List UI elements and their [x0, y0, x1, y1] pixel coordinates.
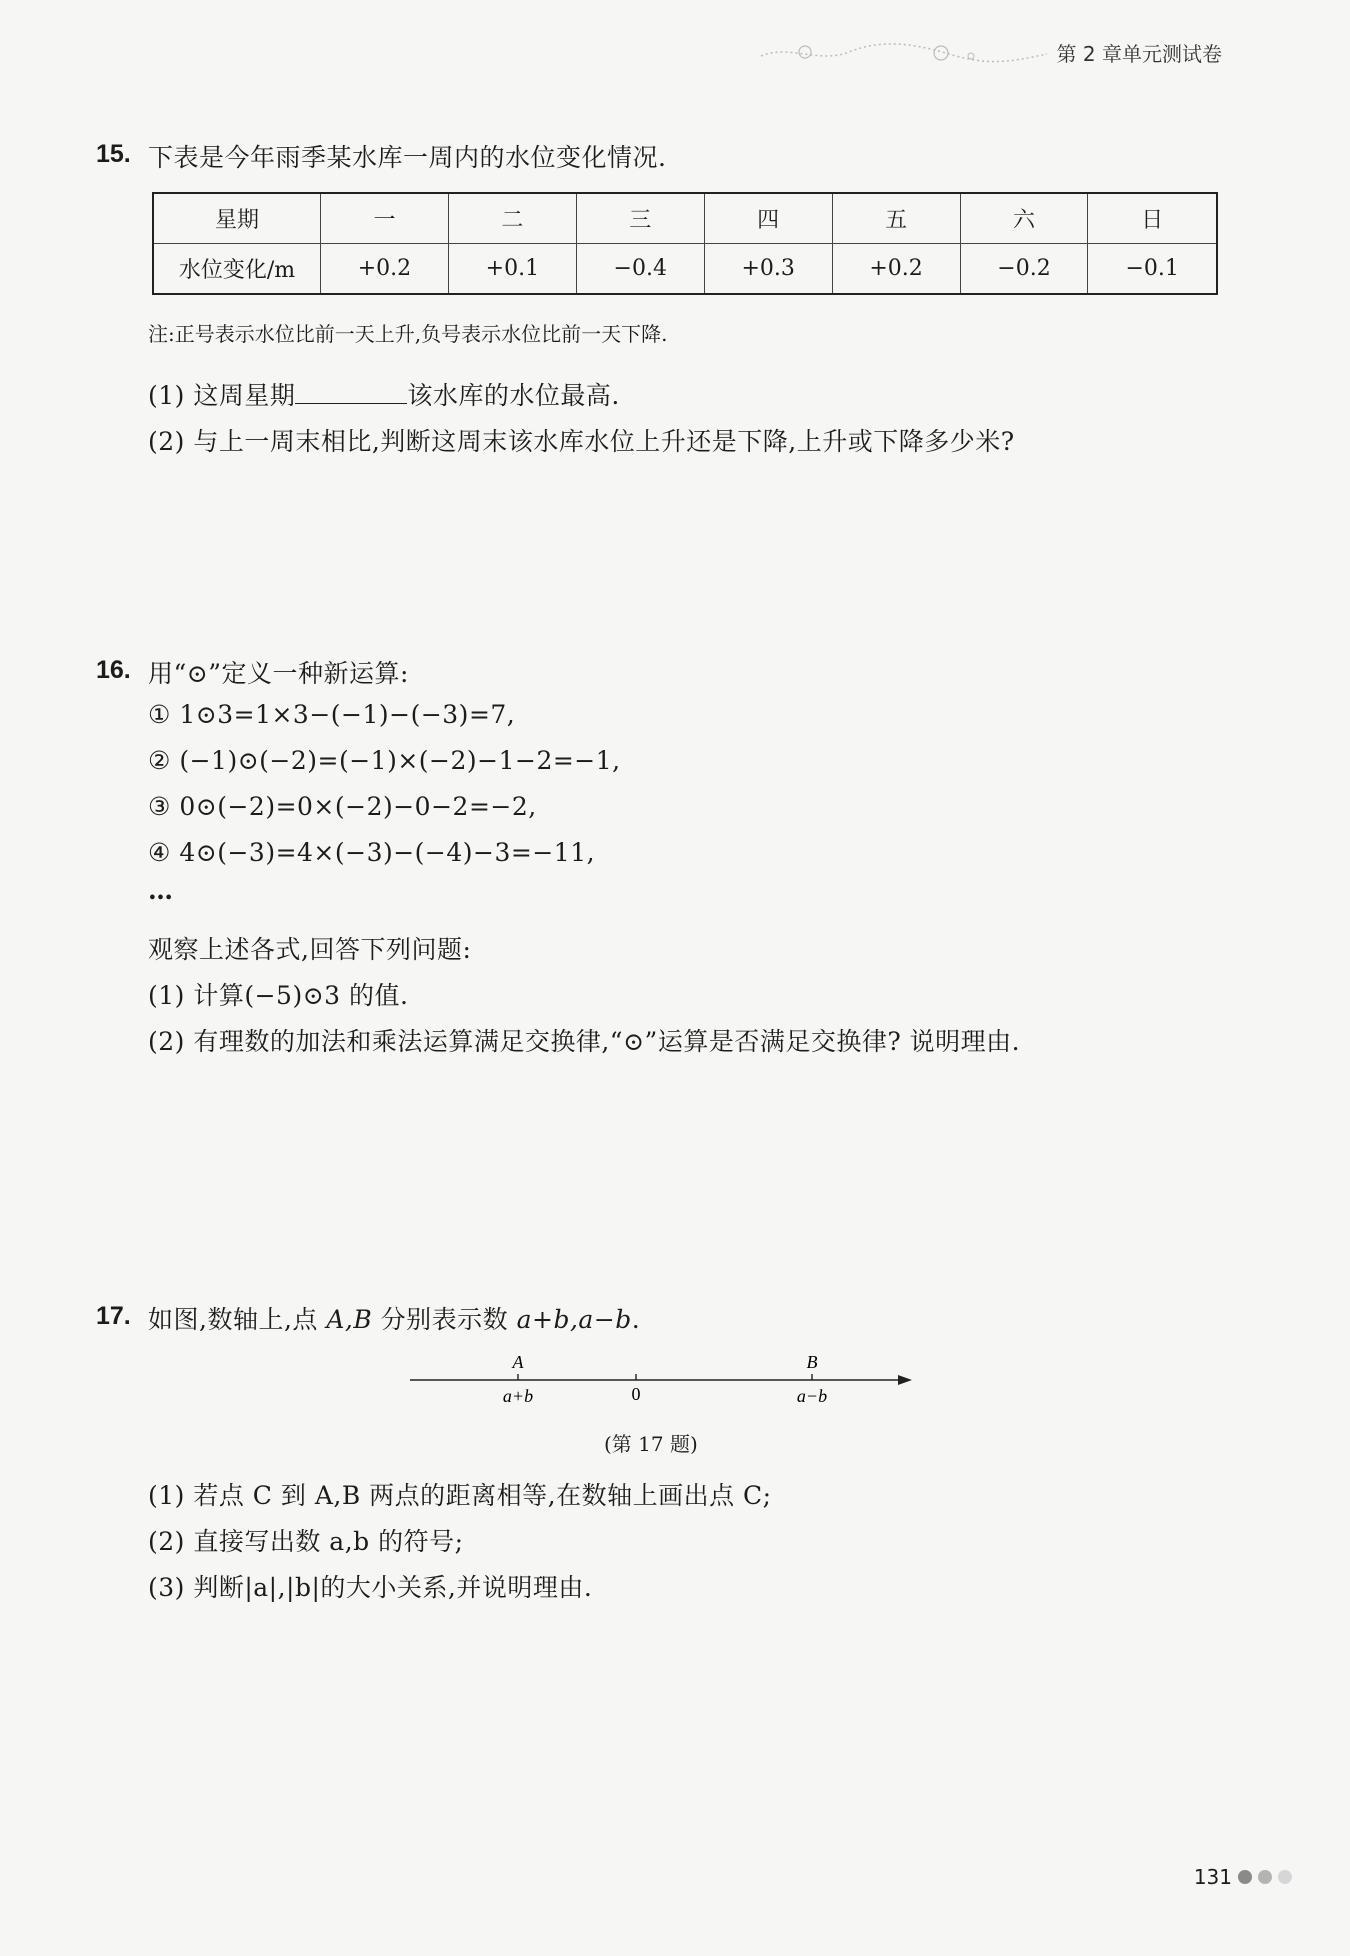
question-15-part-2: (2) 与上一周末相比,判断这周末该水库水位上升还是下降,上升或下降多少米?	[148, 427, 1015, 456]
stem-text-b: 分别表示数	[372, 1305, 517, 1334]
part-1-text-b: 该水库的水位最高.	[407, 381, 620, 410]
table-value-cell: +0.1	[448, 244, 576, 295]
header-title: 第 2 章单元测试卷	[1056, 42, 1222, 66]
question-17-part-2: (2) 直接写出数 a,b 的符号;	[148, 1527, 464, 1556]
question-15-part-1	[148, 376, 620, 412]
table-day-cell: 日	[1088, 193, 1217, 244]
question-15-stem: 下表是今年雨季某水库一周内的水位变化情况.	[148, 143, 667, 172]
table-value-cell: −0.4	[576, 244, 704, 295]
page-dot-icon	[1278, 1870, 1292, 1884]
question-16-number: 16.	[96, 656, 131, 684]
point-a-expression: a+b	[502, 1386, 534, 1406]
part-1-text-a: (1) 这周星期	[148, 381, 296, 410]
stem-points: A,B	[326, 1305, 373, 1334]
point-b-label: B	[806, 1352, 818, 1372]
point-a-label: A	[512, 1352, 524, 1372]
water-level-table	[152, 192, 1218, 295]
table-note: 注:正号表示水位比前一天上升,负号表示水位比前一天下降.	[148, 322, 668, 346]
question-17-part-1: (1) 若点 C 到 A,B 两点的距离相等,在数轴上画出点 C;	[148, 1481, 772, 1510]
question-16-part-2: (2) 有理数的加法和乘法运算满足交换律,“⊙”运算是否满足交换律? 说明理由.	[148, 1027, 1021, 1056]
example-2: ② (−1)⊙(−2)=(−1)×(−2)−1−2=−1,	[148, 746, 621, 775]
origin-label: 0	[631, 1384, 641, 1404]
number-line-arrow-icon	[898, 1375, 912, 1385]
example-1: ① 1⊙3=1×3−(−1)−(−3)=7,	[148, 700, 516, 729]
page-dot-icon	[1238, 1870, 1252, 1884]
question-17-part-3: (3) 判断|a|,|b|的大小关系,并说明理由.	[148, 1573, 593, 1602]
table-value-cell: −0.1	[1088, 244, 1217, 295]
running-header	[759, 38, 1222, 67]
table-header-label: 星期	[153, 193, 321, 244]
page-number-text: 131	[1193, 1865, 1232, 1889]
table-day-cell: 六	[960, 193, 1088, 244]
example-3: ③ 0⊙(−2)=0×(−2)−0−2=−2,	[148, 792, 537, 821]
figure-caption: (第 17 题)	[604, 1432, 698, 1456]
table-row-label: 水位变化/m	[153, 244, 321, 295]
table-value-cell: +0.2	[321, 244, 449, 295]
answer-blank[interactable]	[295, 381, 407, 404]
stem-text-c: .	[631, 1305, 641, 1334]
table-day-cell: 三	[576, 193, 704, 244]
table-value-cell: +0.2	[832, 244, 960, 295]
point-b-expression: a−b	[796, 1386, 828, 1406]
question-16-part-1: (1) 计算(−5)⊙3 的值.	[148, 981, 409, 1010]
table-value-cell: −0.2	[960, 244, 1088, 295]
page-number	[1194, 1865, 1292, 1889]
table-day-cell: 二	[448, 193, 576, 244]
stem-expression: a+b,a−b	[516, 1305, 632, 1334]
number-line-figure	[400, 1348, 920, 1428]
question-17-number: 17.	[96, 1302, 131, 1330]
question-17-stem	[148, 1300, 640, 1336]
stem-text-a: 如图,数轴上,点	[148, 1305, 327, 1334]
page-dot-icon	[1258, 1870, 1272, 1884]
example-4: ④ 4⊙(−3)=4×(−3)−(−4)−3=−11,	[148, 838, 596, 867]
table-row-days	[153, 193, 1217, 244]
ellipsis: …	[148, 876, 174, 905]
table-day-cell: 一	[321, 193, 449, 244]
table-day-cell: 五	[832, 193, 960, 244]
question-16-observe: 观察上述各式,回答下列问题:	[148, 935, 472, 964]
table-day-cell: 四	[704, 193, 832, 244]
question-15-number: 15.	[96, 140, 131, 168]
decorative-wave-icon	[759, 40, 1049, 66]
question-16-stem: 用“⊙”定义一种新运算:	[148, 659, 409, 688]
table-row-values	[153, 244, 1217, 295]
table-value-cell: +0.3	[704, 244, 832, 295]
